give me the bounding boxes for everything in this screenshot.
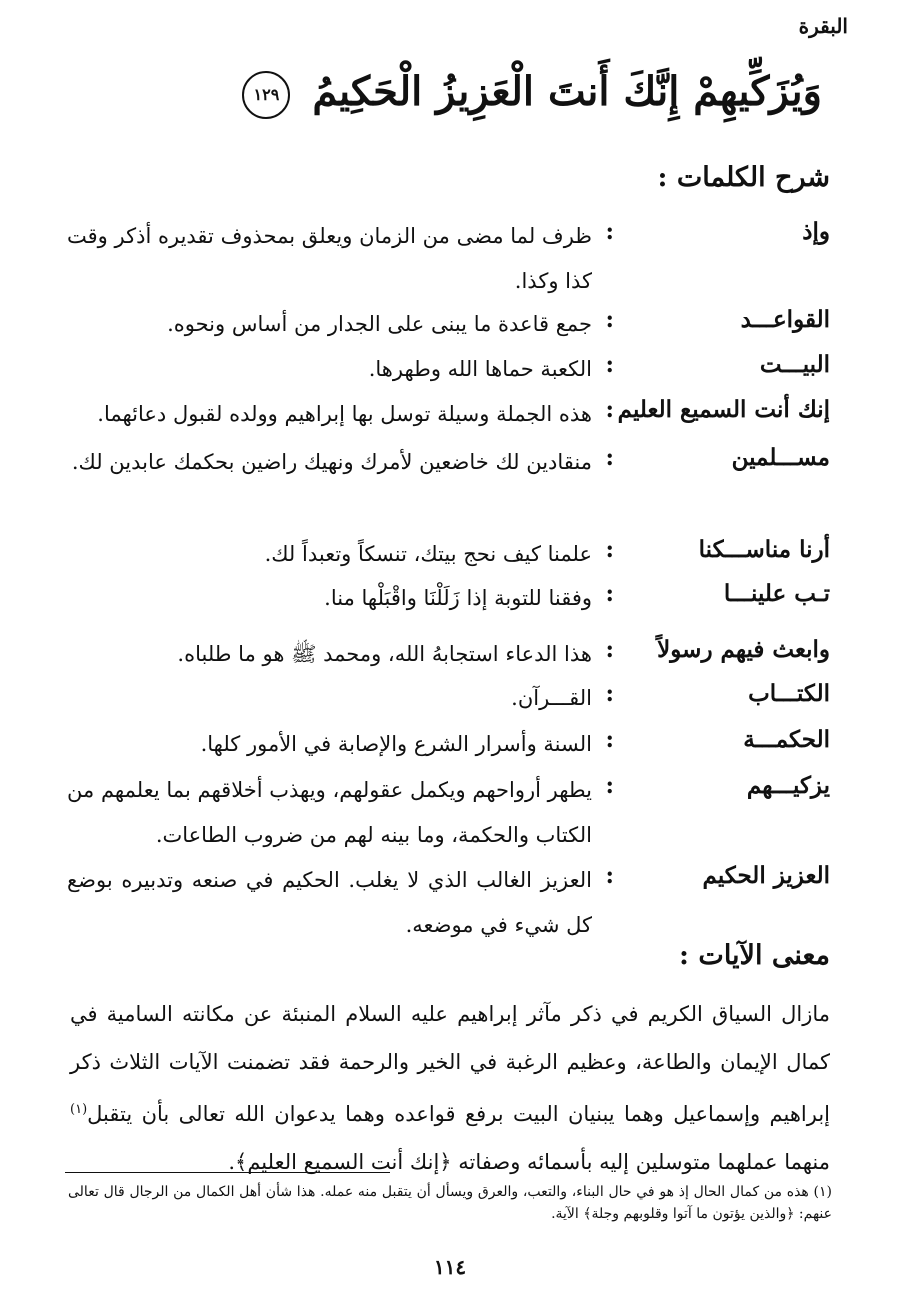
glossary-colon: : (605, 772, 614, 799)
glossary-entry (0, 532, 900, 572)
glossary-colon: : (605, 536, 614, 563)
surah-name-header: البقرة (798, 14, 848, 38)
glossary-definition: جمع قاعدة ما يبنى على الجدار من أساس ونحوه. (167, 312, 592, 336)
glossary-term: وابعث فيهم رسولاً (657, 636, 830, 663)
glossary-colon: : (605, 396, 614, 423)
glossary-colon: : (605, 726, 614, 753)
glossary-term: الحكمـــة (743, 726, 830, 753)
page-number: ١١٤ (433, 1255, 467, 1279)
glossary-definition: ظرف لما مضى من الزمان ويعلق بمحذوف تقديره أذكر وقت كذا وكذا. (67, 224, 592, 293)
glossary-definition: الكعبة حماها الله وطهرها. (368, 357, 592, 381)
glossary-colon: : (605, 580, 614, 607)
glossary-entry (0, 858, 900, 937)
quran-verse (242, 68, 822, 119)
meaning-heading: معنى الآيات : (679, 940, 830, 971)
glossary-colon: : (605, 306, 614, 333)
glossary-colon: : (605, 351, 614, 378)
glossary-definition: القـــرآن. (511, 686, 592, 710)
glossary-definition: هذا الدعاء استجابهُ الله، ومحمد ﷺ هو ما طلباه. (177, 642, 592, 666)
verse-text: وَيُزَكِّيهِمْ إِنَّكَ أَنتَ الْعَزِيزُ الْحَكِيمُ (312, 68, 822, 115)
glossary-colon: : (605, 218, 614, 245)
meaning-text-part-2: منهما عملهما متوسلين إليه بأسمائه وصفاته ﴿إنك أنت السميع العليم﴾. (228, 1150, 830, 1174)
glossary-entry (0, 214, 900, 293)
glossary-term: يزكيـــهم (746, 772, 830, 799)
glossary-entry (0, 440, 900, 480)
glossary-definition: السنة وأسرار الشرع والإصابة في الأمور كلها. (200, 732, 592, 756)
glossary-definition: يطهر أرواحهم ويكمل عقولهم، ويهذب أخلاقهم بما يعلمهم من الكتاب والحكمة، وما بينه لهم من ضروب الطاعات. (67, 778, 592, 847)
glossary-term: الكتـــاب (748, 680, 830, 707)
meaning-text-part-1: مازال السياق الكريم في ذكر مآثر إبراهيم عليه السلام المنبئة عن مكانته السامية في كمال الإيمان والطاعة، وعظيم الرغبة في الخير والرحمة فقد تضمنت الآيات الثلاث ذكر إبراهيم وإسماعيل وهما يبنيان البيت برفع قواعده وهما يدعوان الله تعالى بأن يتقبل (70, 1002, 830, 1126)
meaning-paragraph (70, 990, 830, 1186)
glossary-definition: علمنا كيف نحج بيتك، تنسكاً وتعبداً لك. (264, 542, 592, 566)
glossary-definition: هذه الجملة وسيلة توسل بها إبراهيم وولده لقبول دعائهما. (97, 402, 592, 426)
glossary-term: العزيز الحكيم (702, 862, 830, 889)
glossary-entry (0, 392, 900, 432)
footnote-text: (١) هذه من كمال الحال إذ هو في حال البناء، والتعب، والعرق ويسأل أن يتقبل منه عمله. هذا شأن أهل الكمال من الرجال قال تعالى عنهم: ﴿والذين يؤتون ما آتوا وقلوبهم وجلة﴾ الآية. (68, 1184, 832, 1222)
glossary-term: تـب علينـــا (723, 580, 830, 607)
glossary-colon: : (605, 444, 614, 471)
glossary-entry (0, 676, 900, 716)
glossary-term: أرنا مناســـكنا (698, 536, 830, 563)
glossary-term: إنك أنت السميع العليم (617, 396, 830, 423)
glossary-entry (0, 632, 900, 672)
glossary-colon: : (605, 636, 614, 663)
glossary-colon: : (605, 862, 614, 889)
glossary-entry (0, 302, 900, 342)
glossary-definition: منقادين لك خاضعين لأمرك ونهيك راضين بحكمك عابدين لك. (71, 450, 592, 474)
glossary-term: وإذ (802, 218, 830, 245)
glossary-entry (0, 722, 900, 762)
footnote-divider (65, 1172, 390, 1173)
glossary-definition: العزيز الغالب الذي لا يغلب. الحكيم في صنعه وتدبيره بوضع كل شيء في موضعه. (67, 868, 592, 937)
footnote-reference: (١) (70, 1102, 88, 1117)
glossary-term: مســـلمين (731, 444, 830, 471)
word-explanation-heading: شرح الكلمات : (657, 162, 830, 193)
glossary-term: البيـــت (759, 351, 830, 378)
glossary-definition: وفقنا للتوبة إذا زَلَلْنَا واقْبَلْها منا. (324, 586, 592, 610)
glossary-colon: : (605, 680, 614, 707)
glossary-term: القواعـــد (740, 306, 830, 333)
glossary-entry (0, 347, 900, 387)
glossary-entry (0, 576, 900, 616)
glossary-entry (0, 768, 900, 847)
ayah-number-badge: ١٢٩ (242, 71, 290, 119)
